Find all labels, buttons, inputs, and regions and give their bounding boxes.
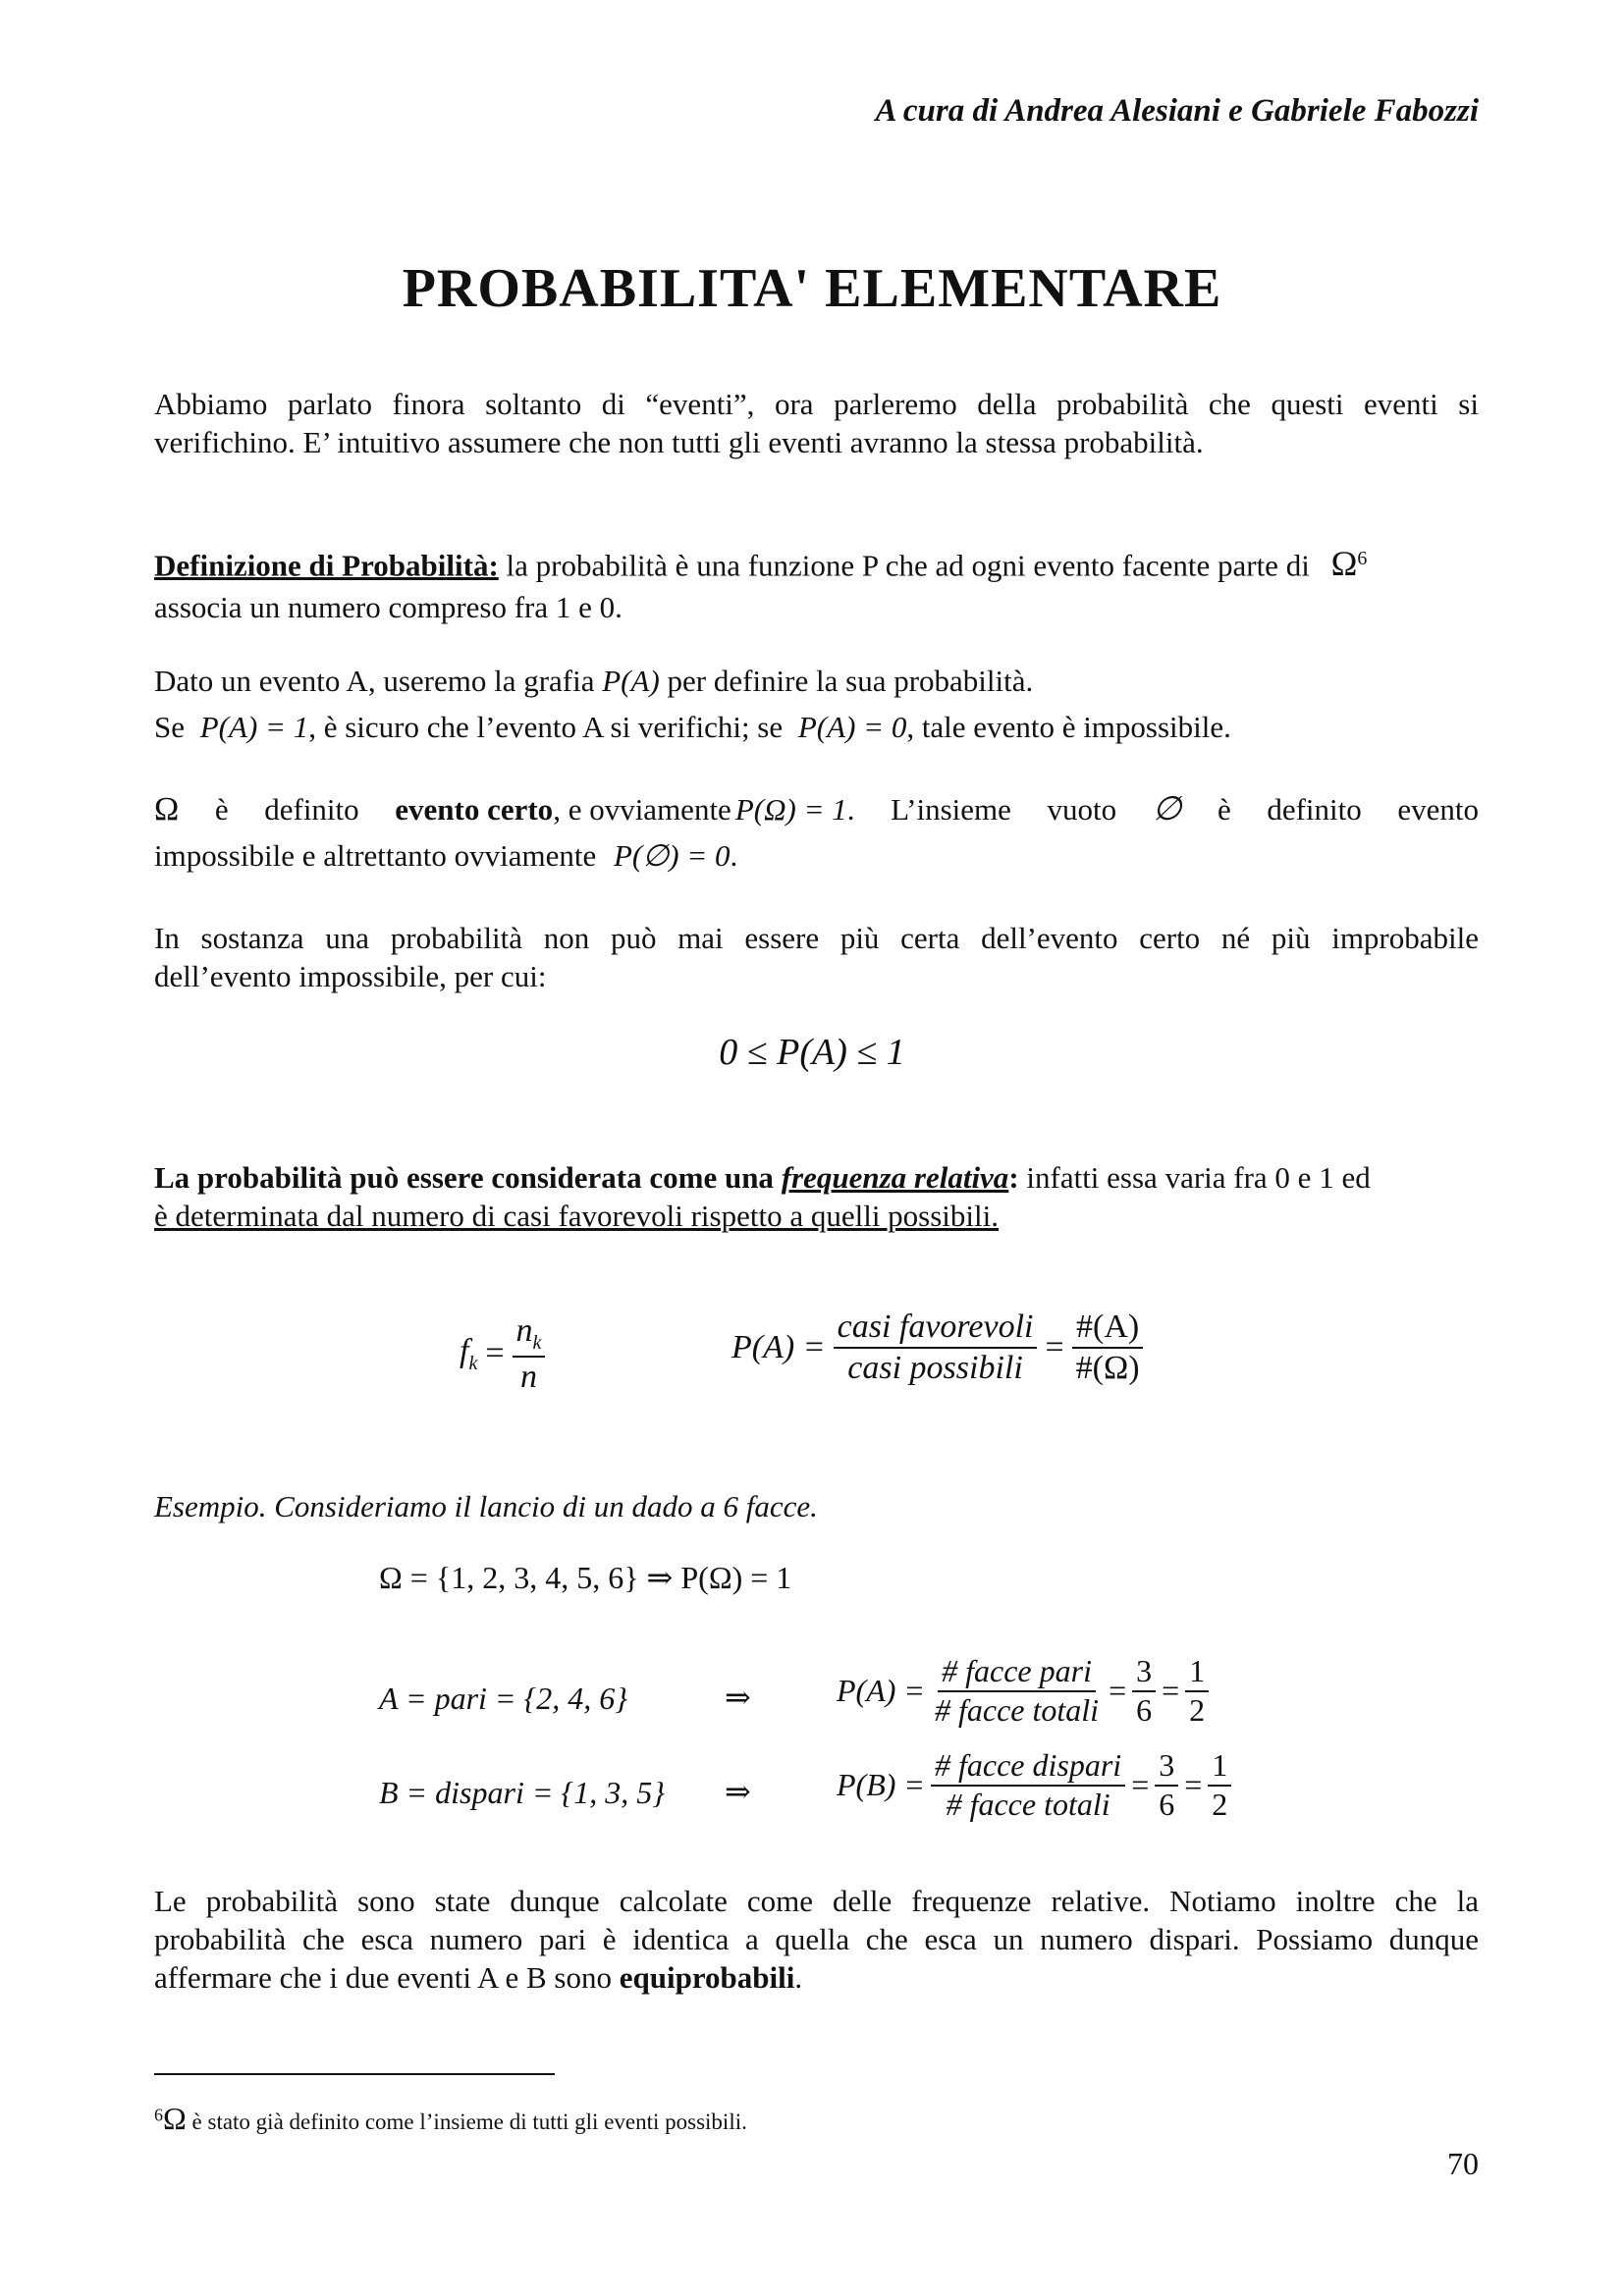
relative-line-2: è determinata dal numero di casi favorevoli rispetto a quelli possibili. <box>154 1199 1000 1233</box>
equals-sign: = <box>1184 1767 1203 1803</box>
implies-arrow: ⇒ <box>725 1774 751 1809</box>
notation-paragraph <box>154 662 1479 746</box>
frequency-formula <box>460 1313 545 1394</box>
one-half-fraction: $\frac{1}{2}$ <box>1185 1655 1209 1727</box>
word: , e ovviamente <box>553 792 731 827</box>
notation-text: Se <box>154 710 185 744</box>
word: . <box>846 792 855 827</box>
pa-dice-formula <box>837 1655 1209 1727</box>
colon: : <box>1008 1160 1019 1195</box>
equals-sign: = <box>1131 1767 1150 1803</box>
pb-dice-formula <box>837 1749 1231 1821</box>
definition-line-2: associa un numero compreso fra 1 e 0. <box>154 590 623 625</box>
word: è <box>214 792 229 827</box>
word: vuoto <box>1047 792 1117 827</box>
pa-label: P(A) = <box>837 1673 925 1709</box>
classical-probability-formula <box>731 1309 1144 1385</box>
page-title: PROBABILITA' ELEMENTARE <box>402 258 1222 319</box>
equals-sign: = <box>1162 1673 1180 1709</box>
word: è <box>1217 792 1231 827</box>
empty-set-symbol: ∅ <box>1152 791 1182 828</box>
intro-line-2: verifichino. E’ intuitivo assumere che non tutti gli eventi avranno la stessa probabilità. <box>154 425 1204 459</box>
equals-sign: = <box>485 1335 505 1372</box>
frequenza-relativa-term: frequenza relativa <box>781 1160 1009 1195</box>
math-pa-equals-1: P(A) = 1 <box>199 710 309 744</box>
conclusion-line-1: Le probabilità sono state dunque calcolate come delle frequenze relative. Notiamo inoltre che la <box>154 1884 1479 1918</box>
definition-label: Definizione di Probabilità: <box>154 548 499 583</box>
one-half-fraction: $\frac{1}{2}$ <box>1208 1749 1231 1821</box>
conclusion-line-2: probabilità che esca numero pari è identica a quella che esca un numero dispari. Possiamo dunque <box>154 1922 1479 1956</box>
nk-over-n-fraction: $\frac{n_k}{n}$ <box>513 1313 546 1394</box>
three-sixths-fraction: $\frac{3}{6}$ <box>1155 1749 1178 1821</box>
omega-symbol: Ω <box>1330 544 1358 584</box>
page-number: 70 <box>1447 2146 1479 2181</box>
footnote-number: 6 <box>154 2105 163 2125</box>
substance-line-2: dell’evento impossibile, per cui: <box>154 959 547 993</box>
notation-text: Dato un evento A, useremo la grafia <box>154 664 595 698</box>
pb-label: P(B) = <box>837 1767 925 1803</box>
three-sixths-fraction: $\frac{3}{6}$ <box>1132 1655 1156 1727</box>
word: . <box>730 838 738 873</box>
footnote-ref: 6 <box>1357 548 1368 569</box>
notation-text: , tale evento è impossibile. <box>906 710 1231 744</box>
facce-dispari-fraction: $\frac{\text{\# facce dispari}}{\text{\# facce totali}}$ <box>931 1749 1125 1821</box>
definition-text: la probabilità è una funzione P che ad ogni evento facente parte di <box>506 548 1310 583</box>
word: . <box>794 1960 803 1995</box>
relative-text: infatti essa varia fra 0 e 1 ed <box>1026 1160 1371 1195</box>
pa-label: P(A) = <box>731 1328 826 1365</box>
implies-arrow: ⇒ <box>725 1680 751 1715</box>
definition-paragraph <box>154 540 1479 626</box>
event-b-definition: B = dispari = {1, 3, 5} <box>379 1775 666 1810</box>
event-a-definition: A = pari = {2, 4, 6} <box>379 1681 628 1716</box>
equals-sign: = <box>1109 1673 1127 1709</box>
substance-line-1: In sostanza una probabilità non può mai essere più certa dell’evento certo né più improbabile <box>154 921 1479 955</box>
relative-frequency-paragraph <box>154 1158 1479 1235</box>
footnote <box>154 2101 747 2137</box>
conclusion-line-3: affermare che i due eventi A e B sono <box>154 1960 612 1995</box>
omega-symbol: Ω <box>154 791 180 828</box>
fk-symbol: $f_k$ <box>460 1332 478 1374</box>
substance-paragraph <box>154 919 1479 995</box>
intro-line-1: Abbiamo parlato finora soltanto di “eventi”, ora parleremo della probabilità che questi eventi si <box>154 387 1479 421</box>
footnote-text: è stato già definito come l’insieme di tutti gli eventi possibili. <box>191 2109 747 2134</box>
word: definito <box>1267 792 1362 827</box>
count-fraction: $\frac{\#(A)}{\#(\Omega)}$ <box>1072 1309 1144 1385</box>
math-pa: P(A) <box>602 664 660 698</box>
equiprobabili-term: equiprobabili <box>619 1960 795 1995</box>
certain-event-paragraph <box>154 790 1479 875</box>
omega-symbol: Ω <box>163 2101 187 2136</box>
example-heading: Esempio. Consideriamo il lancio di un dado a 6 facce. <box>154 1489 818 1523</box>
casi-fraction: $\frac{\text{casi favorevoli}}{\text{casi possibili}}$ <box>834 1309 1038 1385</box>
word: L’insieme <box>891 792 1011 827</box>
notation-text: per definire la sua probabilità. <box>667 664 1034 698</box>
intro-paragraph <box>154 385 1479 461</box>
equals-sign: = <box>1045 1328 1064 1365</box>
probability-bounds-formula: 0 ≤ P(A) ≤ 1 <box>719 1032 905 1073</box>
running-header: A cura di Andrea Alesiani e Gabriele Fabozzi <box>875 93 1479 129</box>
math-p-empty: P(∅) = 0 <box>614 838 731 873</box>
conclusion-paragraph <box>154 1882 1479 1997</box>
bold-sentence: La probabilità può essere considerata come una <box>154 1160 774 1195</box>
word: definito <box>264 792 359 827</box>
footnote-separator <box>154 2073 555 2075</box>
sample-space-formula: Ω = {1, 2, 3, 4, 5, 6} ⇒ P(Ω) = 1 <box>379 1560 792 1595</box>
bold-term: evento certo <box>395 792 554 827</box>
word: evento <box>1397 792 1479 827</box>
math-p-omega: P(Ω) = 1 <box>734 792 847 827</box>
notation-text: , è sicuro che l’evento A si verifichi; se <box>308 710 784 744</box>
facce-pari-fraction: $\frac{\text{\# facce pari}}{\text{\# facce totali}}$ <box>935 1653 1100 1728</box>
math-pa-equals-0: P(A) = 0 <box>797 710 907 744</box>
certain-line-2: impossibile e altrettanto ovviamente <box>154 838 597 873</box>
